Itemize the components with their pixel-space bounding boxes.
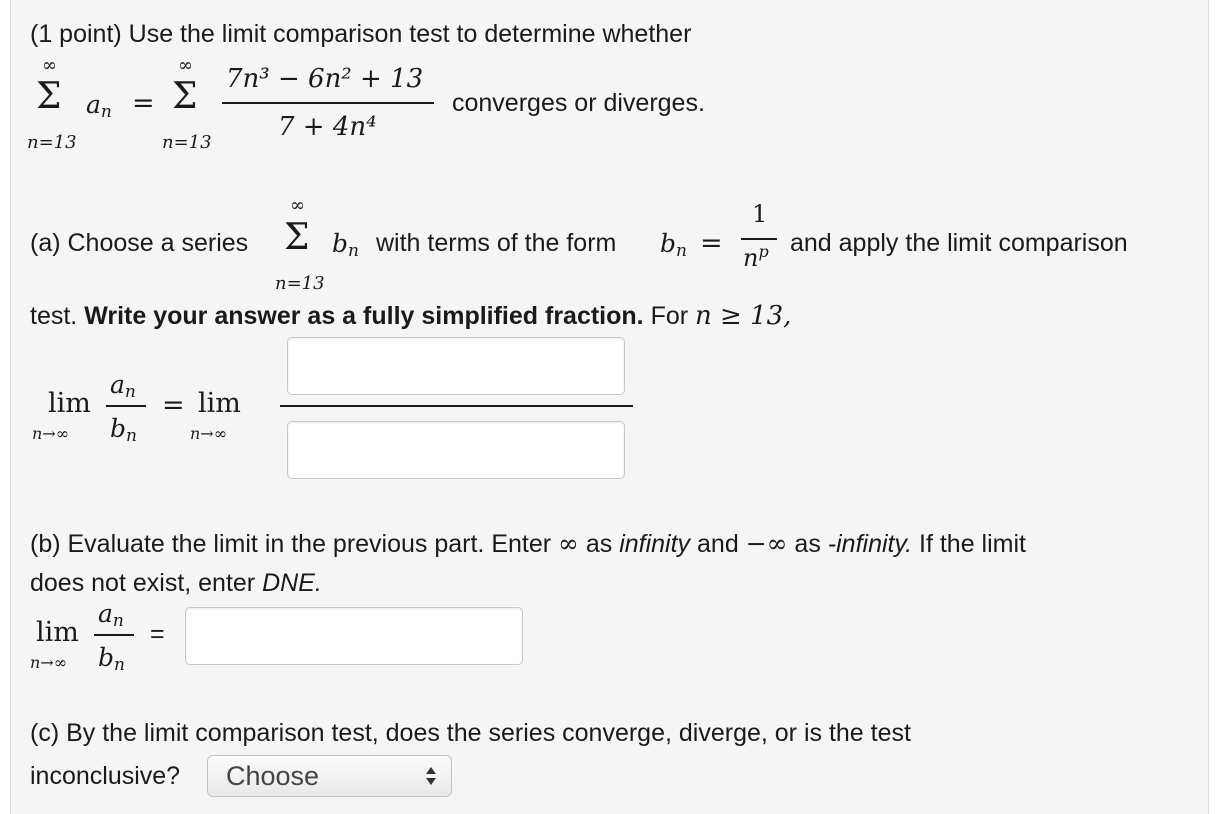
series-fraction-bar	[222, 102, 434, 104]
select-value: Choose	[226, 761, 320, 791]
series-denominator: 7 + 4n⁴	[278, 112, 377, 142]
b-n-term	[332, 229, 359, 261]
b-symbol-lim: b	[110, 414, 127, 443]
conclusion-select[interactable]	[207, 755, 452, 797]
part-a-sum-lower: n=13	[275, 273, 325, 294]
a-symbol: a	[86, 90, 101, 119]
converges-text: converges or diverges.	[452, 89, 705, 117]
neg-infinity-word: -infinity.	[827, 530, 913, 558]
as-word-2: as	[794, 530, 821, 558]
lim-a-denominator	[110, 414, 137, 446]
a-subscript: n	[100, 102, 112, 122]
lim-b-fraction-bar	[94, 634, 134, 636]
part-c-text-2: inconclusive?	[30, 762, 181, 790]
for-label: For	[650, 302, 689, 330]
part-a-choose-text: (a) Choose a series	[30, 229, 249, 257]
lim-a-numerator	[110, 370, 136, 402]
bold-instruction: Write your answer as a fully simplified fraction.	[84, 302, 644, 330]
sum-lower-limit: n=13	[27, 132, 77, 153]
lim-a-1: lim	[48, 388, 91, 419]
sum-upper-limit-2: ∞	[178, 55, 193, 76]
lim-b: lim	[36, 617, 79, 648]
problem-panel	[10, 0, 1209, 814]
lim-b-sub: n→∞	[30, 653, 68, 672]
series-numerator: 7n³ − 6n² + 13	[226, 64, 424, 94]
b-subscript: n	[348, 241, 359, 261]
part-a-sum-upper: ∞	[290, 195, 305, 216]
bn-frac-denominator	[743, 244, 769, 272]
with-terms-text: with terms of the form	[376, 229, 617, 257]
neg-infinity-symbol: −∞	[745, 529, 788, 558]
intro-text: (1 point) Use the limit comparison test to determine whether	[30, 20, 692, 48]
apply-text: and apply the limit comparison	[790, 229, 1128, 257]
lim-a-1-sub: n→∞	[32, 424, 70, 443]
b-symbol-2: b	[660, 229, 677, 258]
sigma-symbol-2: Σ	[172, 76, 198, 117]
lim-b-denominator	[98, 643, 125, 675]
numerator-input[interactable]	[287, 337, 625, 395]
a-subscript-b: n	[112, 611, 124, 631]
and-word: and	[697, 530, 739, 558]
as-word-1: as	[585, 530, 613, 558]
part-b-text-1: (b) Evaluate the limit in the previous part. Enter	[30, 530, 552, 558]
part-b-text-3: does not exist, enter	[30, 569, 256, 597]
b-symbol-b: b	[98, 643, 115, 672]
b-subscript-2: n	[676, 241, 687, 261]
part-a-sigma: Σ	[284, 217, 310, 258]
infinity-symbol: ∞	[558, 529, 579, 558]
part-b-line-1	[30, 529, 1026, 559]
bn-fraction-bar	[741, 238, 777, 240]
p-exponent: p	[758, 242, 769, 261]
equals-sign-a: =	[700, 228, 723, 259]
equals-sign-lim-a: =	[162, 390, 185, 421]
part-c-text-1: (c) By the limit comparison test, does the series converge, diverge, or is the test	[30, 719, 911, 747]
test-label: test.	[30, 302, 78, 330]
infinity-word: infinity	[619, 530, 691, 558]
a-symbol-lim: a	[110, 370, 125, 399]
dne-word: DNE.	[262, 569, 322, 597]
limit-answer-input[interactable]	[185, 607, 523, 665]
b-subscript-lim: n	[126, 426, 137, 446]
sigma-symbol: Σ	[36, 76, 62, 117]
up-down-arrows-icon	[425, 766, 437, 786]
sum-upper-limit: ∞	[42, 55, 57, 76]
b-subscript-b: n	[114, 655, 125, 675]
instruction-line	[30, 301, 791, 331]
a-symbol-b: a	[98, 599, 113, 628]
b-symbol: b	[332, 229, 349, 258]
a-subscript-lim: n	[124, 382, 136, 402]
equals-sign-b: =	[150, 620, 165, 648]
lim-a-2-sub: n→∞	[190, 424, 228, 443]
lim-a-fraction-bar	[106, 405, 146, 407]
sum-lower-limit-2: n=13	[162, 132, 212, 153]
b-n-term-2	[660, 229, 687, 261]
part-b-line-2	[30, 569, 322, 598]
bn-frac-numerator: 1	[752, 200, 768, 228]
equals-sign: =	[132, 88, 155, 119]
lim-b-numerator	[98, 599, 124, 631]
denominator-input[interactable]	[287, 421, 625, 479]
n-symbol: n	[743, 244, 759, 272]
lim-a-2: lim	[198, 388, 241, 419]
part-b-text-2: If the limit	[919, 530, 1026, 558]
answer-fraction-bar	[280, 405, 633, 407]
a-n-term	[86, 90, 112, 122]
condition-math: n ≥ 13,	[695, 301, 792, 331]
